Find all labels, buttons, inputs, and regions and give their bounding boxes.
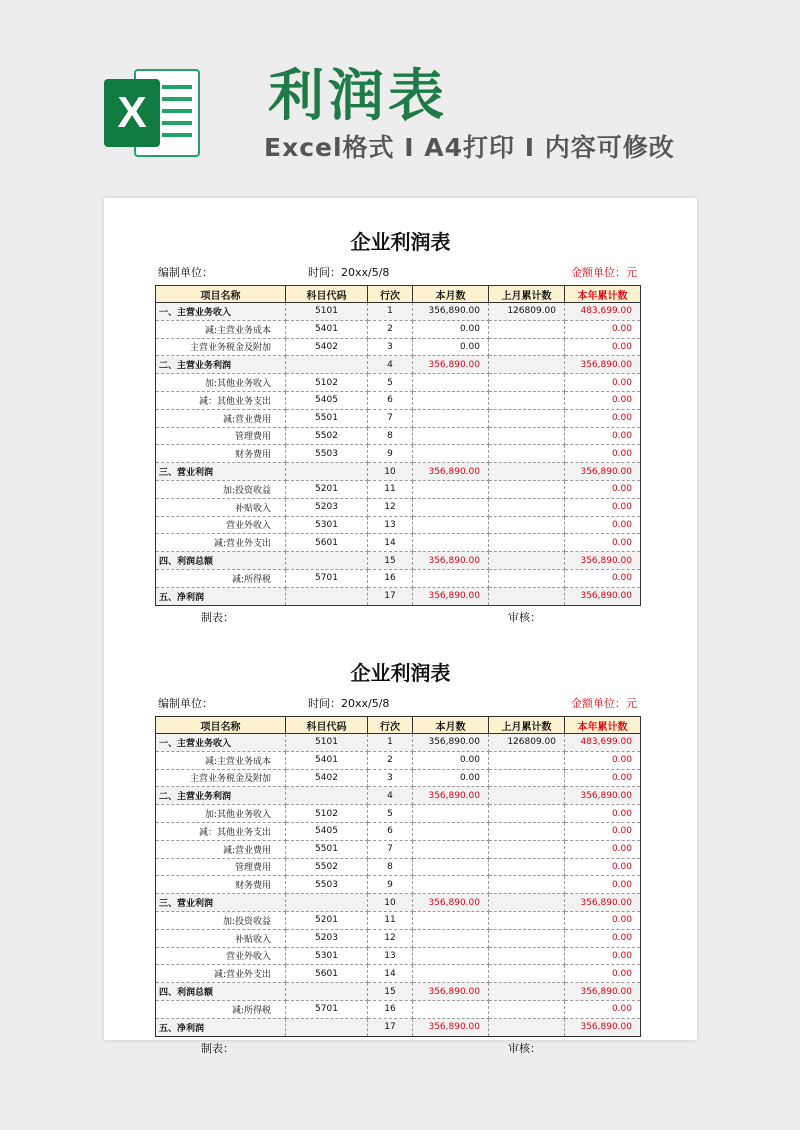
row-account-code: 5405 [286, 391, 368, 409]
row-item-name: 减:营业费用 [156, 409, 286, 427]
row-account-code: 5201 [286, 480, 368, 498]
row-account-code [286, 894, 368, 912]
row-month-amount [413, 965, 489, 983]
row-prev-cumulative [489, 338, 565, 356]
row-item-name: 营业外收入 [156, 516, 286, 534]
row-month-amount: 356,890.00 [413, 303, 489, 321]
row-account-code: 5503 [286, 876, 368, 894]
table-row [156, 822, 641, 840]
table-row [156, 983, 641, 1001]
row-year-cumulative: 0.00 [565, 947, 641, 965]
row-line-number: 13 [368, 516, 413, 534]
row-item-name: 主营业务税金及附加 [156, 338, 286, 356]
row-line-number: 9 [368, 876, 413, 894]
row-line-number: 16 [368, 569, 413, 587]
row-account-code: 5203 [286, 929, 368, 947]
row-prev-cumulative [489, 534, 565, 552]
row-line-number: 11 [368, 480, 413, 498]
row-line-number: 2 [368, 751, 413, 769]
row-year-cumulative: 356,890.00 [565, 894, 641, 912]
row-month-amount: 356,890.00 [413, 1018, 489, 1036]
col-header-name: 项目名称 [156, 286, 286, 303]
row-year-cumulative: 0.00 [565, 858, 641, 876]
row-prev-cumulative [489, 787, 565, 805]
row-year-cumulative: 0.00 [565, 498, 641, 516]
row-prev-cumulative [489, 1000, 565, 1018]
row-prev-cumulative [489, 498, 565, 516]
table-row [156, 338, 641, 356]
table-row [156, 840, 641, 858]
table-row [156, 894, 641, 912]
row-month-amount [413, 822, 489, 840]
row-prev-cumulative [489, 876, 565, 894]
row-month-amount [413, 480, 489, 498]
row-item-name: 减：其他业务支出 [156, 822, 286, 840]
row-account-code [286, 1018, 368, 1036]
row-month-amount [413, 911, 489, 929]
row-prev-cumulative [489, 445, 565, 463]
row-item-name: 一、主营业务收入 [156, 734, 286, 752]
row-account-code: 5201 [286, 911, 368, 929]
row-account-code: 5502 [286, 858, 368, 876]
row-month-amount [413, 409, 489, 427]
table-row [156, 498, 641, 516]
row-month-amount [413, 391, 489, 409]
row-prev-cumulative [489, 463, 565, 481]
row-prev-cumulative [489, 947, 565, 965]
row-account-code: 5502 [286, 427, 368, 445]
row-line-number: 4 [368, 787, 413, 805]
table-row [156, 929, 641, 947]
row-year-cumulative: 356,890.00 [565, 787, 641, 805]
row-month-amount: 356,890.00 [413, 894, 489, 912]
row-item-name: 减:主营业务成本 [156, 751, 286, 769]
reviewed-by-label: 审核： [508, 1041, 541, 1055]
table-row [156, 516, 641, 534]
row-year-cumulative: 0.00 [565, 445, 641, 463]
row-month-amount [413, 840, 489, 858]
table-row [156, 911, 641, 929]
row-year-cumulative: 0.00 [565, 911, 641, 929]
table-row [156, 534, 641, 552]
row-month-amount [413, 1000, 489, 1018]
row-year-cumulative: 356,890.00 [565, 463, 641, 481]
row-prev-cumulative [489, 320, 565, 338]
col-header-code: 科目代码 [286, 286, 368, 303]
row-year-cumulative: 356,890.00 [565, 552, 641, 570]
row-month-amount: 356,890.00 [413, 463, 489, 481]
row-item-name: 减:所得税 [156, 569, 286, 587]
row-month-amount: 0.00 [413, 338, 489, 356]
row-year-cumulative: 0.00 [565, 805, 641, 823]
row-item-name: 二、主营业务利润 [156, 356, 286, 374]
row-line-number: 14 [368, 965, 413, 983]
row-account-code [286, 463, 368, 481]
table-row [156, 751, 641, 769]
row-item-name: 三、营业利润 [156, 463, 286, 481]
banner-title: 利润表 [268, 64, 448, 129]
row-month-amount: 356,890.00 [413, 734, 489, 752]
row-month-amount [413, 947, 489, 965]
row-year-cumulative: 0.00 [565, 374, 641, 392]
row-line-number: 6 [368, 822, 413, 840]
table-row [156, 320, 641, 338]
row-item-name: 减：其他业务支出 [156, 391, 286, 409]
row-month-amount [413, 374, 489, 392]
row-prev-cumulative: 126809.00 [489, 734, 565, 752]
row-item-name: 管理费用 [156, 858, 286, 876]
date-label: 时间：20xx/5/8 [308, 697, 390, 710]
row-line-number: 8 [368, 858, 413, 876]
row-year-cumulative: 356,890.00 [565, 356, 641, 374]
table-header-row [156, 286, 641, 303]
paper-sheet [104, 198, 697, 1055]
row-prev-cumulative [489, 858, 565, 876]
row-item-name: 补贴收入 [156, 498, 286, 516]
row-prev-cumulative [489, 516, 565, 534]
row-prev-cumulative [489, 374, 565, 392]
row-account-code: 5402 [286, 769, 368, 787]
table-row [156, 356, 641, 374]
row-prev-cumulative [489, 391, 565, 409]
row-account-code: 5101 [286, 303, 368, 321]
col-header-line: 行次 [368, 717, 413, 734]
statement-title: 企业利润表 [350, 230, 451, 254]
row-line-number: 13 [368, 947, 413, 965]
row-month-amount: 356,890.00 [413, 587, 489, 605]
amount-unit-label: 金额单位：元 [571, 266, 637, 279]
row-year-cumulative: 0.00 [565, 338, 641, 356]
row-year-cumulative: 0.00 [565, 409, 641, 427]
row-item-name: 加:其他业务收入 [156, 374, 286, 392]
row-line-number: 4 [368, 356, 413, 374]
row-item-name: 主营业务税金及附加 [156, 769, 286, 787]
row-item-name: 五、净利润 [156, 587, 286, 605]
table-row [156, 1018, 641, 1036]
row-month-amount: 0.00 [413, 769, 489, 787]
row-line-number: 12 [368, 929, 413, 947]
row-line-number: 5 [368, 374, 413, 392]
row-item-name: 减:主营业务成本 [156, 320, 286, 338]
row-item-name: 管理费用 [156, 427, 286, 445]
table-row [156, 587, 641, 605]
row-line-number: 10 [368, 463, 413, 481]
excel-logo-icon [104, 63, 204, 163]
row-year-cumulative: 0.00 [565, 320, 641, 338]
row-prev-cumulative [489, 894, 565, 912]
row-month-amount: 0.00 [413, 320, 489, 338]
statement-title: 企业利润表 [350, 661, 451, 685]
row-year-cumulative: 0.00 [565, 929, 641, 947]
table-row [156, 391, 641, 409]
row-line-number: 16 [368, 1000, 413, 1018]
table-row [156, 965, 641, 983]
row-account-code: 5501 [286, 409, 368, 427]
col-header-month: 本月数 [413, 286, 489, 303]
row-account-code: 5402 [286, 338, 368, 356]
table-row [156, 769, 641, 787]
row-item-name: 五、净利润 [156, 1018, 286, 1036]
prepared-by-label: 制表： [201, 1041, 234, 1055]
company-label: 编制单位： [158, 697, 213, 710]
row-account-code [286, 983, 368, 1001]
row-month-amount [413, 445, 489, 463]
row-line-number: 17 [368, 1018, 413, 1036]
row-year-cumulative: 483,699.00 [565, 734, 641, 752]
row-line-number: 1 [368, 303, 413, 321]
col-header-line: 行次 [368, 286, 413, 303]
row-line-number: 8 [368, 427, 413, 445]
row-year-cumulative: 0.00 [565, 751, 641, 769]
row-year-cumulative: 0.00 [565, 965, 641, 983]
row-account-code: 5601 [286, 965, 368, 983]
row-item-name: 加:投资收益 [156, 911, 286, 929]
row-prev-cumulative [489, 569, 565, 587]
table-row [156, 445, 641, 463]
row-item-name: 四、利润总额 [156, 983, 286, 1001]
row-account-code: 5301 [286, 516, 368, 534]
row-month-amount: 356,890.00 [413, 983, 489, 1001]
row-year-cumulative: 483,699.00 [565, 303, 641, 321]
row-month-amount: 356,890.00 [413, 552, 489, 570]
row-item-name: 四、利润总额 [156, 552, 286, 570]
row-line-number: 7 [368, 840, 413, 858]
table-row [156, 805, 641, 823]
table-row [156, 734, 641, 752]
row-prev-cumulative [489, 587, 565, 605]
row-item-name: 减:营业费用 [156, 840, 286, 858]
col-header-prev: 上月累计数 [489, 717, 565, 734]
row-month-amount [413, 929, 489, 947]
row-account-code: 5401 [286, 320, 368, 338]
row-item-name: 减:所得税 [156, 1000, 286, 1018]
table-row [156, 569, 641, 587]
row-line-number: 15 [368, 983, 413, 1001]
row-account-code: 5203 [286, 498, 368, 516]
income-statement-table [155, 285, 641, 606]
row-account-code: 5101 [286, 734, 368, 752]
row-year-cumulative: 356,890.00 [565, 983, 641, 1001]
row-prev-cumulative [489, 356, 565, 374]
table-header-row [156, 717, 641, 734]
row-account-code: 5701 [286, 569, 368, 587]
row-account-code [286, 787, 368, 805]
row-prev-cumulative [489, 1018, 565, 1036]
table-row [156, 427, 641, 445]
row-prev-cumulative [489, 911, 565, 929]
row-year-cumulative: 356,890.00 [565, 1018, 641, 1036]
row-account-code: 5102 [286, 374, 368, 392]
row-year-cumulative: 0.00 [565, 569, 641, 587]
row-item-name: 三、营业利润 [156, 894, 286, 912]
row-month-amount: 356,890.00 [413, 787, 489, 805]
row-item-name: 减:营业外支出 [156, 534, 286, 552]
row-account-code: 5701 [286, 1000, 368, 1018]
row-prev-cumulative [489, 822, 565, 840]
row-line-number: 7 [368, 409, 413, 427]
row-line-number: 6 [368, 391, 413, 409]
row-prev-cumulative [489, 552, 565, 570]
row-year-cumulative: 0.00 [565, 480, 641, 498]
row-item-name: 一、主营业务收入 [156, 303, 286, 321]
row-prev-cumulative: 126809.00 [489, 303, 565, 321]
excel-logo-letter: X [104, 79, 160, 147]
row-year-cumulative: 0.00 [565, 769, 641, 787]
row-prev-cumulative [489, 427, 565, 445]
prepared-by-label: 制表： [201, 610, 234, 624]
row-account-code: 5503 [286, 445, 368, 463]
row-account-code: 5405 [286, 822, 368, 840]
row-year-cumulative: 0.00 [565, 391, 641, 409]
row-item-name: 营业外收入 [156, 947, 286, 965]
row-line-number: 12 [368, 498, 413, 516]
row-year-cumulative: 356,890.00 [565, 587, 641, 605]
row-line-number: 11 [368, 911, 413, 929]
row-year-cumulative: 0.00 [565, 1000, 641, 1018]
row-line-number: 17 [368, 587, 413, 605]
table-row [156, 787, 641, 805]
company-label: 编制单位： [158, 266, 213, 279]
row-line-number: 3 [368, 769, 413, 787]
income-statement-table [155, 716, 641, 1037]
table-row [156, 303, 641, 321]
row-item-name: 财务费用 [156, 445, 286, 463]
row-item-name: 补贴收入 [156, 929, 286, 947]
row-line-number: 14 [368, 534, 413, 552]
row-line-number: 5 [368, 805, 413, 823]
row-month-amount [413, 876, 489, 894]
row-prev-cumulative [489, 929, 565, 947]
col-header-month: 本月数 [413, 717, 489, 734]
row-account-code [286, 587, 368, 605]
row-month-amount: 0.00 [413, 751, 489, 769]
row-account-code: 5601 [286, 534, 368, 552]
table-row [156, 409, 641, 427]
row-month-amount [413, 516, 489, 534]
col-header-name: 项目名称 [156, 717, 286, 734]
table-row [156, 947, 641, 965]
row-account-code: 5401 [286, 751, 368, 769]
row-line-number: 15 [368, 552, 413, 570]
table-row [156, 374, 641, 392]
col-header-code: 科目代码 [286, 717, 368, 734]
col-header-prev: 上月累计数 [489, 286, 565, 303]
col-header-year: 本年累计数 [565, 717, 641, 734]
row-prev-cumulative [489, 480, 565, 498]
row-year-cumulative: 0.00 [565, 516, 641, 534]
row-account-code: 5102 [286, 805, 368, 823]
row-item-name: 减:营业外支出 [156, 965, 286, 983]
amount-unit-label: 金额单位：元 [571, 697, 637, 710]
row-prev-cumulative [489, 840, 565, 858]
table-row [156, 876, 641, 894]
date-label: 时间：20xx/5/8 [308, 266, 390, 279]
row-prev-cumulative [489, 965, 565, 983]
table-row [156, 858, 641, 876]
table-row [156, 552, 641, 570]
row-month-amount [413, 858, 489, 876]
row-year-cumulative: 0.00 [565, 822, 641, 840]
col-header-year: 本年累计数 [565, 286, 641, 303]
row-year-cumulative: 0.00 [565, 534, 641, 552]
row-month-amount [413, 569, 489, 587]
row-prev-cumulative [489, 805, 565, 823]
row-line-number: 10 [368, 894, 413, 912]
row-item-name: 财务费用 [156, 876, 286, 894]
row-item-name: 加:其他业务收入 [156, 805, 286, 823]
table-row [156, 463, 641, 481]
reviewed-by-label: 审核： [508, 610, 541, 624]
row-line-number: 3 [368, 338, 413, 356]
table-row [156, 1000, 641, 1018]
row-year-cumulative: 0.00 [565, 840, 641, 858]
row-year-cumulative: 0.00 [565, 876, 641, 894]
row-item-name: 加:投资收益 [156, 480, 286, 498]
row-prev-cumulative [489, 769, 565, 787]
row-item-name: 二、主营业务利润 [156, 787, 286, 805]
row-prev-cumulative [489, 409, 565, 427]
row-prev-cumulative [489, 751, 565, 769]
row-month-amount [413, 534, 489, 552]
row-line-number: 1 [368, 734, 413, 752]
row-month-amount [413, 805, 489, 823]
row-account-code [286, 552, 368, 570]
row-year-cumulative: 0.00 [565, 427, 641, 445]
row-account-code [286, 356, 368, 374]
row-month-amount: 356,890.00 [413, 356, 489, 374]
table-row [156, 480, 641, 498]
row-month-amount [413, 427, 489, 445]
row-line-number: 9 [368, 445, 413, 463]
banner-subtitle: Excel格式 I A4打印 I 内容可修改 [264, 133, 675, 162]
row-account-code: 5301 [286, 947, 368, 965]
row-prev-cumulative [489, 983, 565, 1001]
row-line-number: 2 [368, 320, 413, 338]
row-account-code: 5501 [286, 840, 368, 858]
row-month-amount [413, 498, 489, 516]
